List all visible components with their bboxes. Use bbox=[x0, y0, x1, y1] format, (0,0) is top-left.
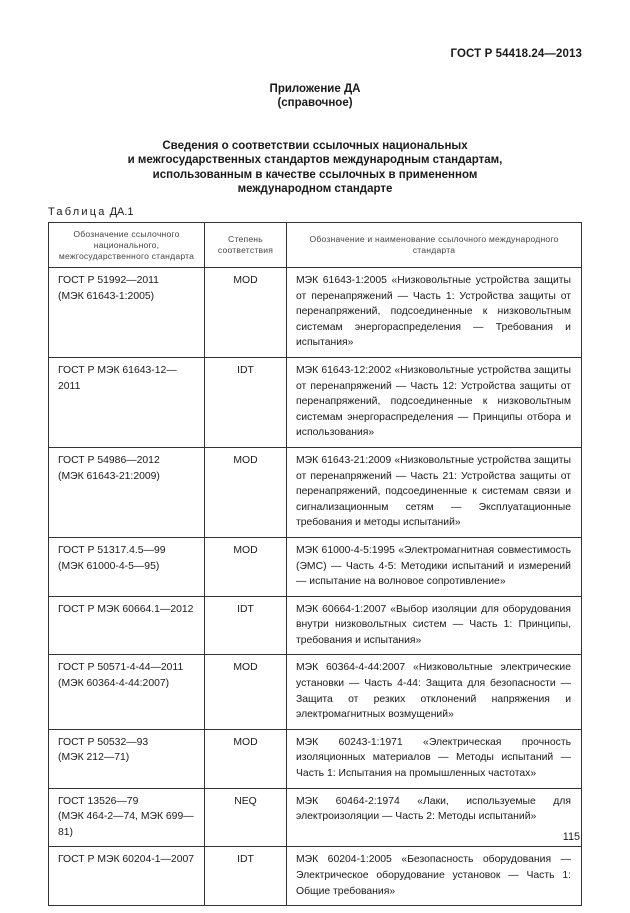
table-row bbox=[49, 729, 582, 788]
table-row bbox=[49, 357, 582, 447]
national-standard-line: (МЭК 60364-4-44:2007) bbox=[58, 678, 170, 690]
cell-degree: NEQ bbox=[205, 788, 287, 847]
page-number: 115 bbox=[562, 831, 580, 843]
column-header-national: Обозначение ссылочного национального, межгосударственного стандарта bbox=[49, 223, 205, 268]
cell-international-standard: МЭК 60243-1:1971 «Электрическая прочность изоляционных материалов — Методы испытаний — Часть 1: Испытания на промышленных частотах» bbox=[287, 729, 582, 788]
national-standard-line: ГОСТ Р 50532—93 bbox=[58, 736, 149, 748]
table-row bbox=[49, 537, 582, 596]
table-caption-number: ДА.1 bbox=[109, 206, 134, 218]
national-standard-line: ГОСТ Р 51317.4.5—99 bbox=[58, 544, 166, 556]
cell-international-standard: МЭК 61000-4-5:1995 «Электромагнитная совместимость (ЭМС) — Часть 4-5: Методики испытаний и измерений — испытание на волновое сопротивление» bbox=[287, 537, 582, 596]
cell-international-standard: МЭК 60364-4-44:2007 «Низковольтные электрические установки — Часть 4-44: Защита для безопасности — Защита от резких отклонений напряжения и электромагнитных возмущений» bbox=[287, 655, 582, 729]
national-standard-line: ГОСТ Р 51992—2011 bbox=[58, 275, 159, 286]
table-row bbox=[49, 788, 582, 847]
cell-international-standard: МЭК 60464-2:1974 «Лаки, используемые для электроизоляции — Часть 2: Методы испытаний» bbox=[287, 788, 582, 847]
cell-degree: IDT bbox=[205, 596, 287, 655]
cell-international-standard: МЭК 60664-1:2007 «Выбор изоляции для оборудования внутри низковольтных систем — Часть 1: Принципы, требования и испытания» bbox=[287, 596, 582, 655]
heading-line: международном стандарте bbox=[237, 182, 393, 195]
annex-subtitle: (справочное) bbox=[277, 97, 353, 109]
national-standard-line: (МЭК 61000-4-5—95) bbox=[58, 560, 160, 572]
heading-line: использованным в качестве ссылочных в примененном bbox=[152, 168, 478, 181]
table-row bbox=[49, 847, 582, 906]
table-row bbox=[49, 655, 582, 729]
heading-line: и межгосударственных стандартов международным стандартам, bbox=[127, 154, 503, 167]
annex-block bbox=[0, 82, 630, 110]
cell-international-standard: МЭК 61643-12:2002 «Низковольтные устройства защиты от перенапряжений — Часть 12: Устройства защиты от перенапряжений, подсоединенные к низковольтным системам энергораспределения — Принципы отбора и использования» bbox=[287, 357, 582, 447]
national-standard-line: (МЭК 464-2—74, МЭК 699—81) bbox=[58, 811, 194, 838]
table-header-row bbox=[49, 223, 582, 268]
national-standard-line: ГОСТ Р 50571-4-44—2011 bbox=[58, 662, 184, 674]
table-caption bbox=[48, 206, 134, 218]
cell-degree: MOD bbox=[205, 537, 287, 596]
cell-national-standard bbox=[49, 537, 205, 596]
cell-international-standard: МЭК 60204-1:2005 «Безопасность оборудования — Электрическое оборудование установок — Часть 1: Общие требования» bbox=[287, 847, 582, 906]
cell-international-standard: МЭК 61643-21:2009 «Низковольтные устройства защиты от перенапряжений — Часть 21: Устройства защиты от перенапряжений, подсоединенные к системам связи и сигнализационным сетям — Эксплуатационные требования и методы испытаний» bbox=[287, 447, 582, 537]
heading-line: Сведения о соответствии ссылочных национальных bbox=[162, 140, 468, 152]
cell-national-standard bbox=[49, 655, 205, 729]
national-standard-line: (МЭК 61643-21:2009) bbox=[58, 470, 160, 482]
cell-national-standard bbox=[49, 596, 205, 655]
cell-degree: IDT bbox=[205, 847, 287, 906]
table-row bbox=[49, 268, 582, 358]
cell-degree: MOD bbox=[205, 447, 287, 537]
national-standard-line: ГОСТ Р МЭК 61643-12—2011 bbox=[58, 364, 177, 392]
section-heading bbox=[0, 139, 630, 196]
national-standard-line: ГОСТ Р 54986—2012 bbox=[58, 454, 160, 466]
national-standard-line: ГОСТ 13526—79 bbox=[58, 795, 139, 807]
cell-national-standard bbox=[49, 447, 205, 537]
cell-international-standard: МЭК 61643-1:2005 «Низковольтные устройства защиты от перенапряжений — Часть 1: Устройства защиты от перенапряжений, подсоединенные к низковольтным системам энергораспределения — Требования и испытания» bbox=[287, 268, 582, 358]
column-header-degree: Степень соответствия bbox=[205, 223, 287, 268]
annex-title: Приложение ДА bbox=[269, 83, 361, 95]
national-standard-line: (МЭК 61643-1:2005) bbox=[58, 290, 155, 302]
cell-national-standard bbox=[49, 729, 205, 788]
reference-table bbox=[48, 222, 582, 906]
cell-degree: MOD bbox=[205, 729, 287, 788]
column-header-international: Обозначение и наименование ссылочного международного стандарта bbox=[287, 223, 582, 268]
table-caption-prefix: Таблица bbox=[48, 206, 107, 218]
cell-degree: MOD bbox=[205, 655, 287, 729]
cell-national-standard bbox=[49, 357, 205, 447]
standard-code: ГОСТ Р 54418.24—2013 bbox=[450, 48, 582, 60]
cell-national-standard bbox=[49, 788, 205, 847]
table-row bbox=[49, 596, 582, 655]
cell-national-standard bbox=[49, 847, 205, 906]
table-body bbox=[49, 268, 582, 906]
national-standard-line: (МЭК 212—71) bbox=[58, 752, 130, 764]
cell-national-standard bbox=[49, 268, 205, 358]
table-row bbox=[49, 447, 582, 537]
cell-degree: IDT bbox=[205, 357, 287, 447]
national-standard-line: ГОСТ Р МЭК 60664.1—2012 bbox=[58, 603, 194, 615]
national-standard-line: ГОСТ Р МЭК 60204-1—2007 bbox=[58, 854, 195, 866]
cell-degree: MOD bbox=[205, 268, 287, 358]
